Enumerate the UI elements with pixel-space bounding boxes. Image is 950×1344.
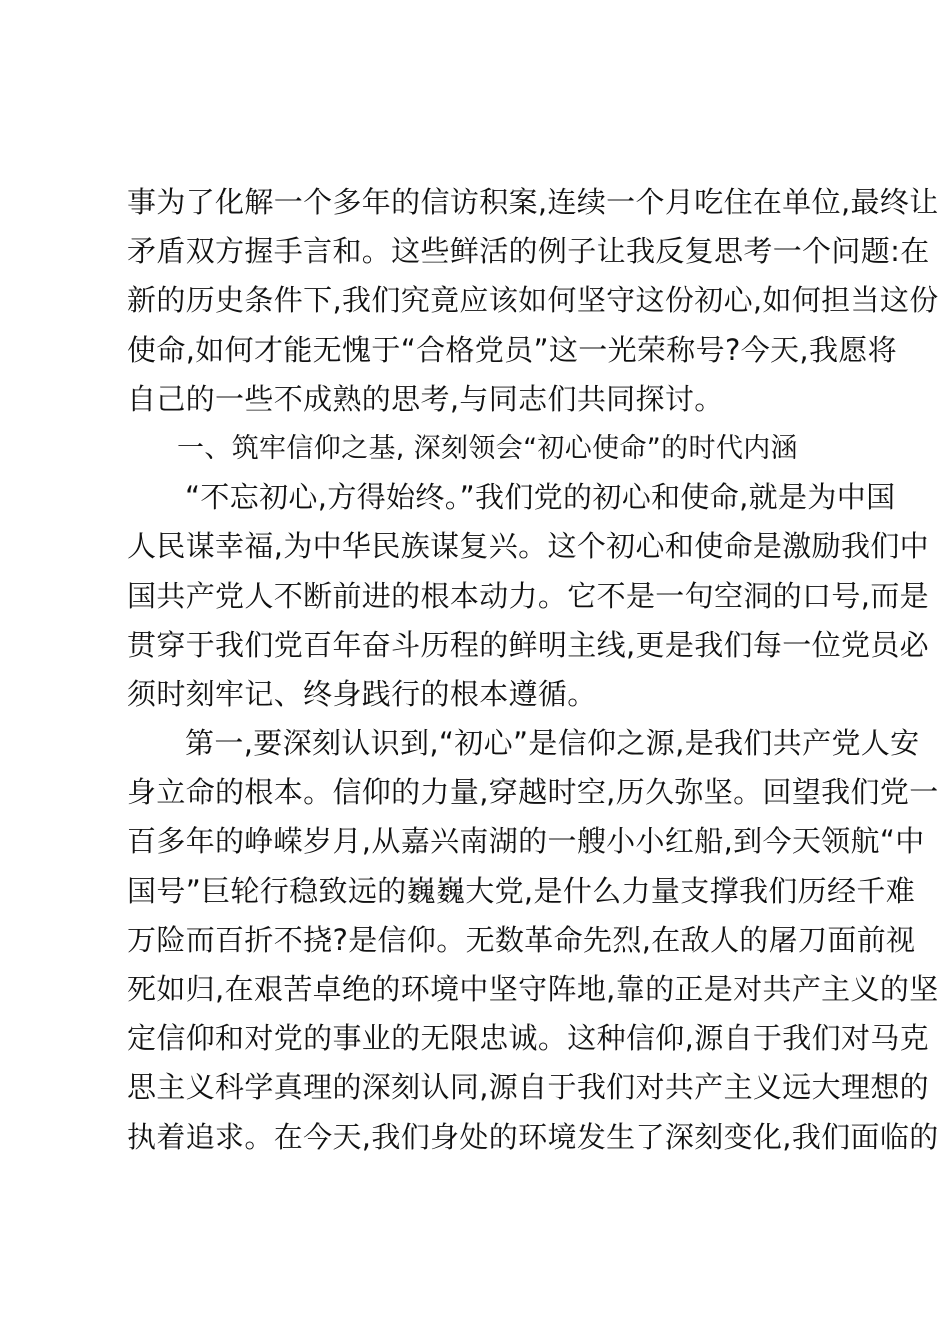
paragraph-first-line: “不忘初心,方得始终。”我们党的初心和使命,就是为中国 [185, 480, 896, 515]
body-line: 使命,如何才能无愧于“合格党员”这一光荣称号?今天,我愿将 [127, 332, 898, 367]
body-line: 人民谋幸福,为中华民族谋复兴。这个初心和使命是激励我们中 [127, 529, 930, 564]
body-line: 国共产党人不断前进的根本动力。它不是一句空洞的口号,而是 [127, 578, 930, 613]
body-line: 死如归,在艰苦卓绝的环境中坚守阵地,靠的正是对共产主义的坚 [127, 972, 939, 1006]
body-line: 万险而百折不挠?是信仰。无数革命先烈,在敌人的屠刀面前视 [127, 922, 916, 957]
body-line: 事为了化解一个多年的信访积案,连续一个月吃住在单位,最终让 [127, 185, 939, 219]
body-line: 百多年的峥嵘岁月,从嘉兴南湖的一艘小小红船,到今天领航“中 [127, 824, 925, 859]
body-line: 思主义科学真理的深刻认同,源自于我们对共产主义远大理想的 [127, 1070, 930, 1105]
document-body [127, 178, 939, 1162]
paragraph-first-line: 第一,要深刻认识到,“初心”是信仰之源,是我们共产党人安 [185, 726, 920, 761]
body-line: 自己的一些不成熟的思考,与同志们共同探讨。 [127, 381, 724, 416]
body-line: 执着追求。在今天,我们身处的环境发生了深刻变化,我们面临的 [127, 1119, 939, 1154]
body-line: 国号”巨轮行稳致远的巍巍大党,是什么力量支撑我们历经千难 [127, 873, 916, 908]
body-line: 须时刻牢记、终身践行的根本遵循。 [127, 676, 597, 711]
body-line: 贯穿于我们党百年奋斗历程的鲜明主线,更是我们每一位党员必 [127, 627, 930, 662]
body-line: 定信仰和对党的事业的无限忠诚。这种信仰,源自于我们对马克 [127, 1021, 930, 1056]
body-line: 新的历史条件下,我们究竟应该如何坚守这份初心,如何担当这份 [127, 283, 939, 318]
body-line: 身立命的根本。信仰的力量,穿越时空,历久弥坚。回望我们党一 [127, 775, 939, 810]
section-heading: 一、筑牢信仰之基, 深刻领会“初心使命”的时代内涵 [177, 432, 798, 464]
body-line: 矛盾双方握手言和。这些鲜活的例子让我反复思考一个问题:在 [127, 234, 930, 269]
